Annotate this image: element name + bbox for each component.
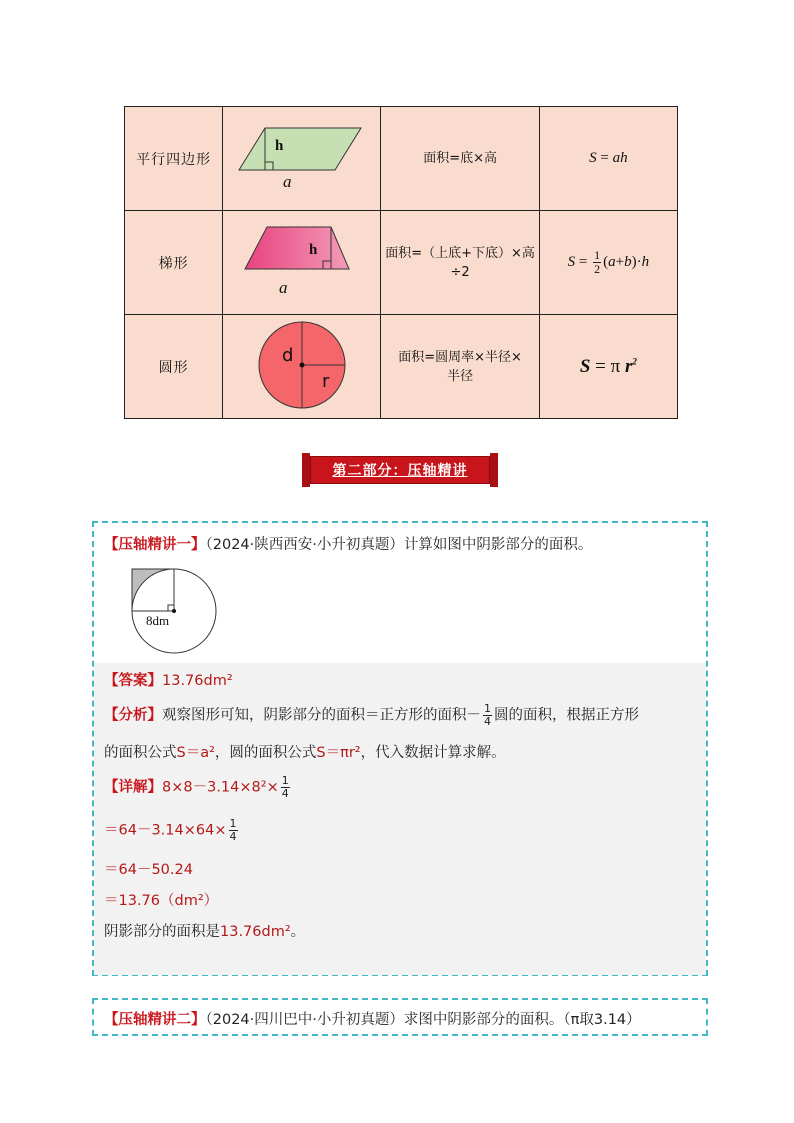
formula-math-cell — [539, 315, 677, 419]
detail-line-2 — [104, 818, 240, 843]
calc-step: ＝64－3.14×64× — [104, 822, 227, 839]
answer-tag: 【答案】 — [104, 673, 162, 689]
formula-text-cell — [381, 211, 539, 315]
conclusion-line — [104, 920, 305, 941]
figure-cell — [223, 211, 381, 315]
formula-circle: S＝πr² — [316, 745, 361, 761]
formula-math-cell — [539, 211, 677, 315]
formula-text-line1: 面积=（上底+下底）×高 — [385, 245, 535, 261]
analysis-text: 圆的面积，根据正方形 — [494, 707, 639, 724]
problem-tag: 【压轴精讲二】 — [104, 1012, 206, 1028]
analysis-line-1 — [104, 703, 639, 728]
formula-text-cell — [381, 107, 539, 211]
calc-step: ＝13.76（dm²） — [104, 893, 219, 909]
formula-square: S＝a² — [176, 745, 215, 761]
formula-text-line2: ÷2 — [450, 264, 470, 280]
height-label: h — [274, 137, 284, 154]
height-label: h — [308, 241, 318, 258]
problem-question: 求图中阴影部分的面积。（π取3.14） — [403, 1012, 641, 1028]
shape-name-cell — [125, 211, 223, 315]
formula-text: 面积=底×高 — [423, 151, 497, 166]
side-length-label: 8dm — [146, 613, 170, 628]
analysis-text: ，圆的面积公式 — [214, 745, 317, 761]
conclusion-value: 13.76dm² — [220, 924, 291, 940]
area-formula-table — [124, 106, 678, 419]
formula-math: S = $\frac{1}{2}$ (a+b)·h — [567, 248, 650, 276]
problem-tag: 【压轴精讲一】 — [104, 537, 206, 553]
figure-cell — [223, 107, 381, 211]
section-title: 第二部分：压轴精讲 — [332, 463, 468, 479]
shape-name-cell — [125, 315, 223, 419]
formula-math-cell — [539, 107, 677, 211]
detail-tag: 【详解】 — [104, 779, 162, 796]
answer-value: 13.76dm² — [162, 673, 233, 689]
circle-figure — [254, 317, 350, 413]
calc-step: ＝64－50.24 — [104, 862, 193, 878]
radius-label: r — [321, 370, 330, 392]
conclusion-text: 阴影部分的面积是 — [104, 924, 220, 940]
formula-math: S = π $r^2$ — [579, 355, 637, 377]
trapezoid-figure — [237, 223, 367, 299]
section-banner — [302, 453, 498, 487]
shape-name: 平行四边形 — [136, 151, 212, 168]
problem-source: （2024·四川巴中·小升初真题） — [205, 1012, 404, 1028]
detail-line-4 — [104, 889, 218, 910]
shape-name-cell — [125, 107, 223, 211]
analysis-text: 的面积公式 — [104, 745, 177, 761]
analysis-text: ，代入数据计算求解。 — [360, 745, 506, 761]
shape-name: 圆形 — [158, 359, 189, 376]
problem-source: （2024·陕西西安·小升初真题） — [205, 537, 404, 553]
analysis-tag: 【分析】 — [104, 707, 162, 724]
problem-2-box — [92, 998, 708, 1036]
figure-cell — [223, 315, 381, 419]
table-row — [125, 315, 678, 419]
solution-area — [94, 663, 706, 975]
fraction: $\frac{1}{4}$ — [484, 702, 491, 728]
problem-2-question — [104, 1008, 641, 1029]
problem-question: 计算如图中阴影部分的面积。 — [403, 537, 593, 553]
table-row — [125, 107, 678, 211]
analysis-text: 观察图形可知，阴影部分的面积＝正方形的面积－ — [162, 707, 481, 724]
shape-name: 梯形 — [158, 255, 189, 272]
answer-line — [104, 669, 233, 690]
problem-1-question — [104, 533, 592, 554]
calc-step: 8×8－3.14×8²× — [162, 779, 279, 796]
fraction: $\frac{1}{4}$ — [229, 817, 237, 843]
base-label: a — [282, 171, 292, 190]
detail-line-3 — [104, 858, 193, 879]
analysis-line-2 — [104, 741, 506, 762]
problem-1-box — [92, 521, 708, 976]
formula-math: S = ah — [589, 150, 628, 166]
formula-text-line2: 半径 — [447, 368, 474, 384]
detail-line-1 — [104, 775, 292, 800]
diameter-label: d — [281, 344, 294, 366]
formula-text-cell — [381, 315, 539, 419]
square-circle-figure — [128, 565, 220, 655]
formula-text-line1: 面积=圆周率×半径× — [398, 349, 522, 365]
conclusion-text: 。 — [290, 924, 306, 940]
base-label: a — [278, 277, 288, 297]
fraction: $\frac{1}{4}$ — [281, 774, 289, 800]
table-row — [125, 211, 678, 315]
parallelogram-figure — [237, 124, 367, 190]
